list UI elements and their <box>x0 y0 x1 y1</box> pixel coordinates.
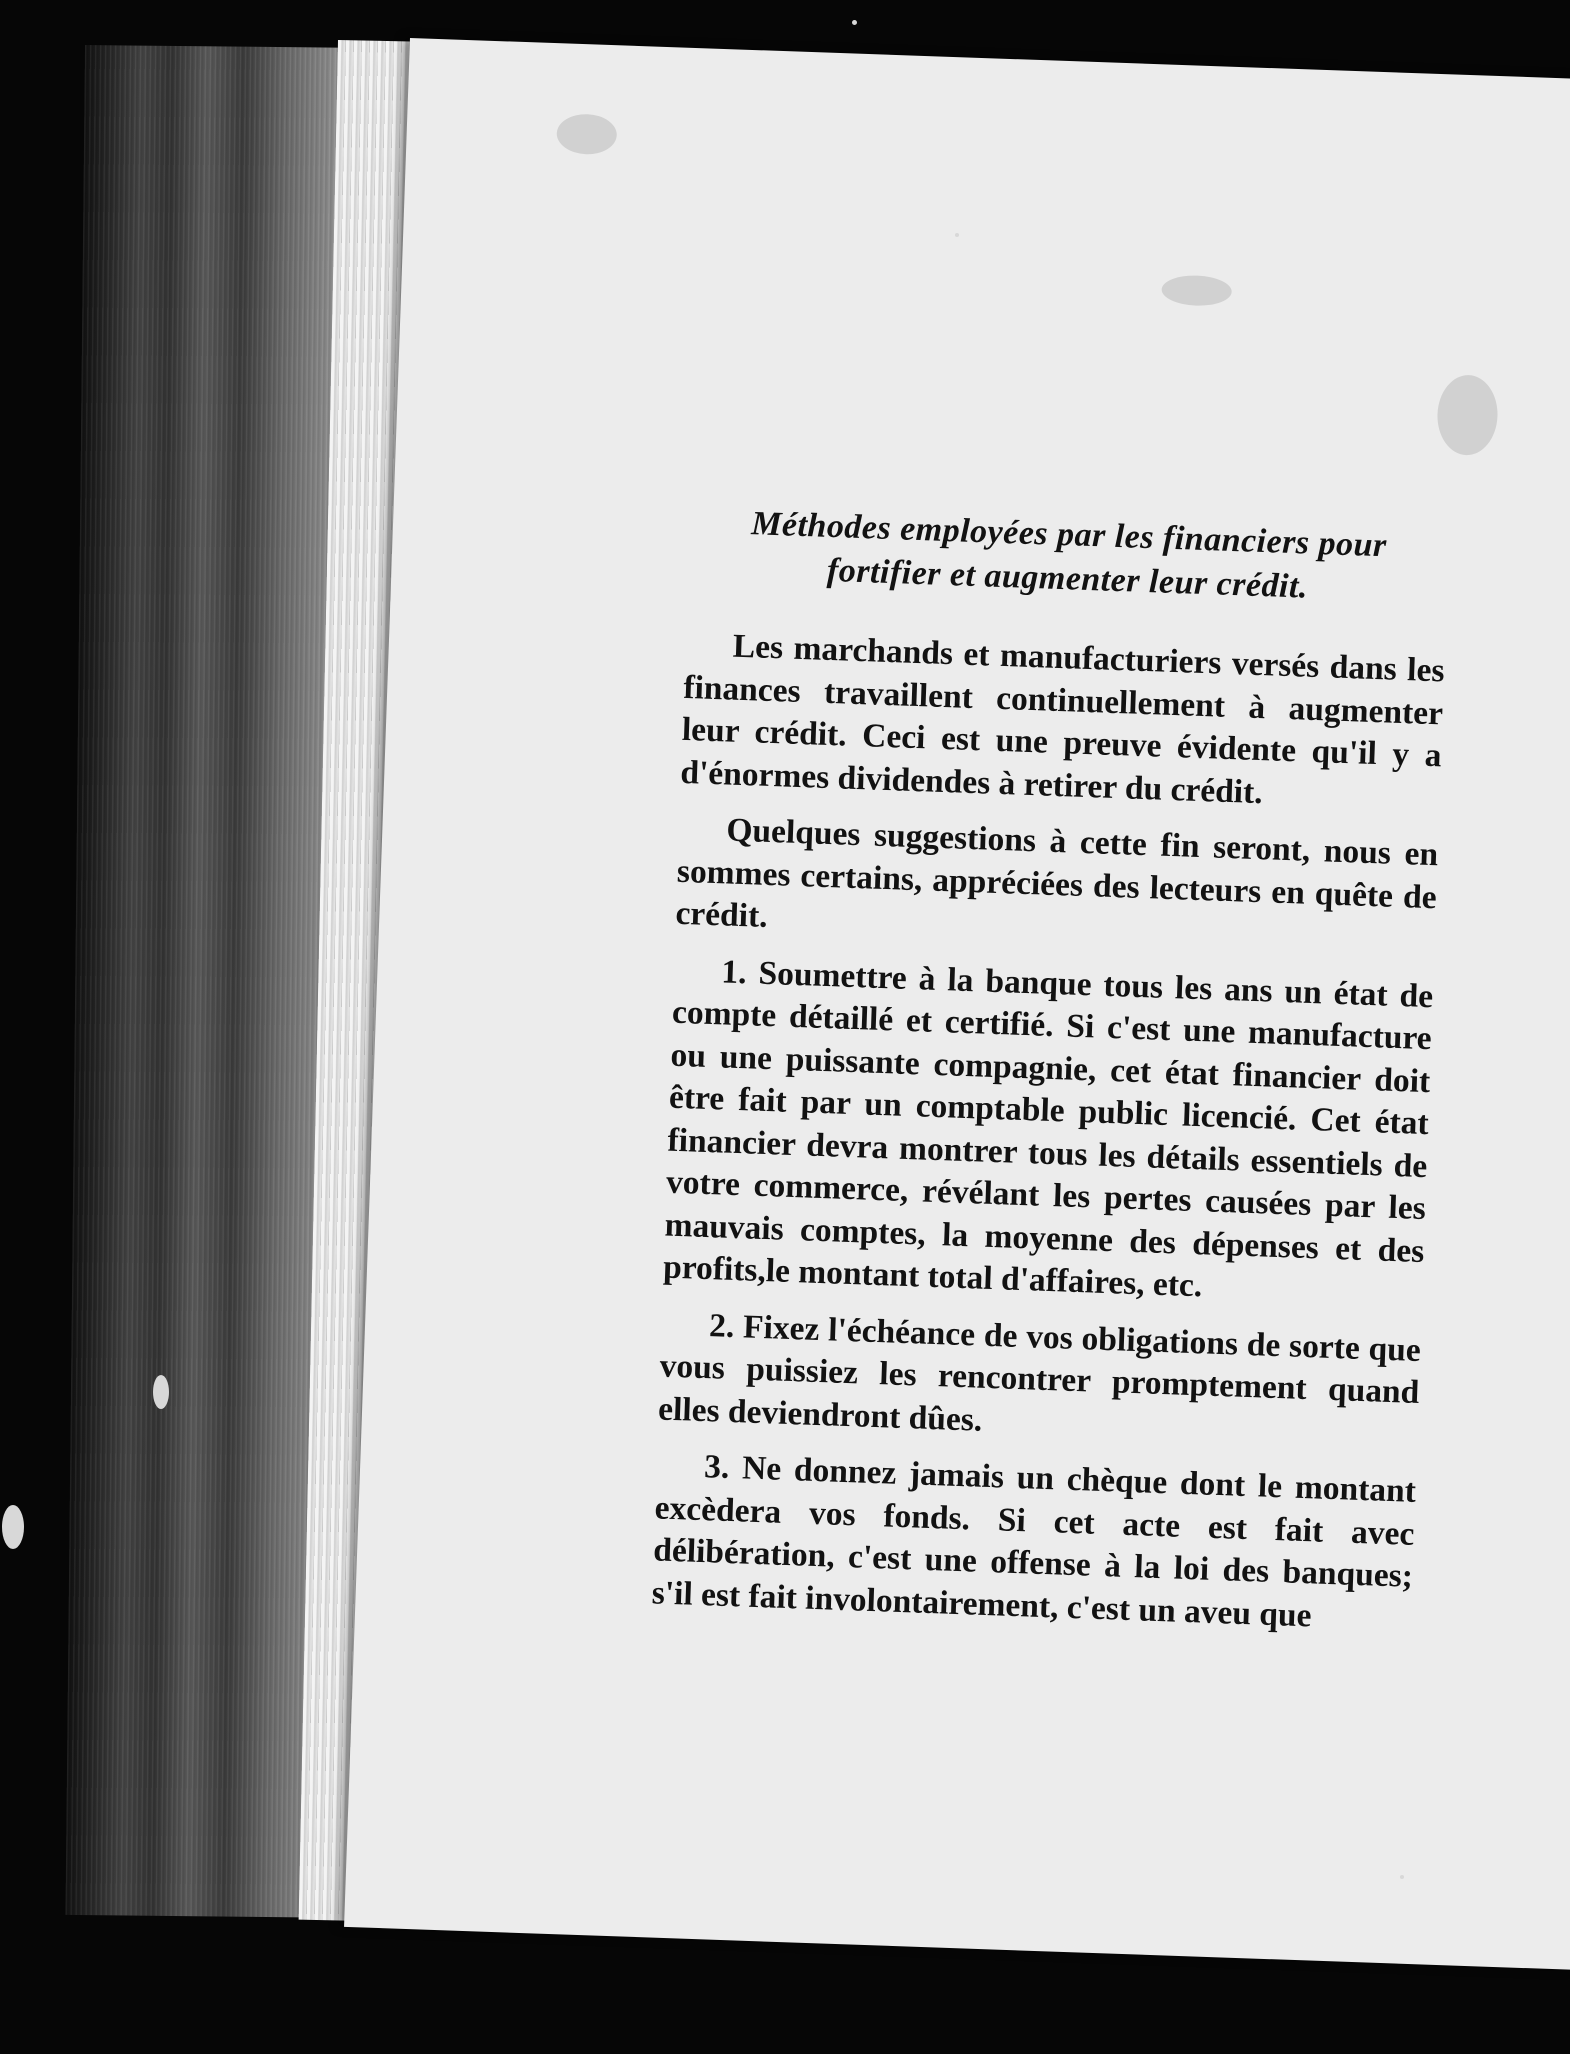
dust-speck <box>955 233 959 237</box>
dust-speck <box>1400 1875 1404 1879</box>
paragraph-item-1: 1. Soumettre à la banque tous les ans un état de compte détaillé et certifié. Si c'est une manufacture ou une puissante compagnie, cet état financier doit être fait par un comptable public licencié. Cet état financier devra montrer tous les détails essentiels de votre commerce, révélant les pertes causées par les mauvais comptes, la moyenne des dépenses et des profits,le montant total d'affaires, etc. <box>662 952 1434 1305</box>
paragraph-item-2: 2. Fixez l'échéance de vos obligations de sorte que vous puissiez les rencontrer promptement quand elles deviendront dûes. <box>657 1306 1422 1439</box>
dust-speck <box>153 1375 169 1409</box>
paragraph-item-3: 3. Ne donnez jamais un chèque dont le montant excèdera vos fonds. Si cet acte est fait avec délibération, c'est une offense à la loi des banques; s'il est fait involontairement, c'est un aveu que <box>651 1448 1417 1634</box>
page-text-block <box>651 500 1450 1655</box>
paragraph: Les marchands et manufacturiers versés dans les finances travaillent continuellement à augmenter leur crédit. Ceci est une preuve évidente qu'il y a d'énormes dividendes à retirer du crédit. <box>679 627 1446 811</box>
dust-speck <box>852 20 857 25</box>
paragraph: Quelques suggestions à cette fin seront, nous en sommes certains, appréciées des lecteurs en quête de crédit. <box>674 811 1439 935</box>
paper-smudge <box>1161 274 1232 306</box>
heading-line-2: fortifier et augmenter leur crédit. <box>826 551 1309 606</box>
heading-line-1: Méthodes employées par les financiers pour <box>750 505 1388 565</box>
dust-speck <box>2 1505 24 1549</box>
paper-smudge <box>556 113 617 155</box>
paper-smudge <box>1436 374 1499 456</box>
